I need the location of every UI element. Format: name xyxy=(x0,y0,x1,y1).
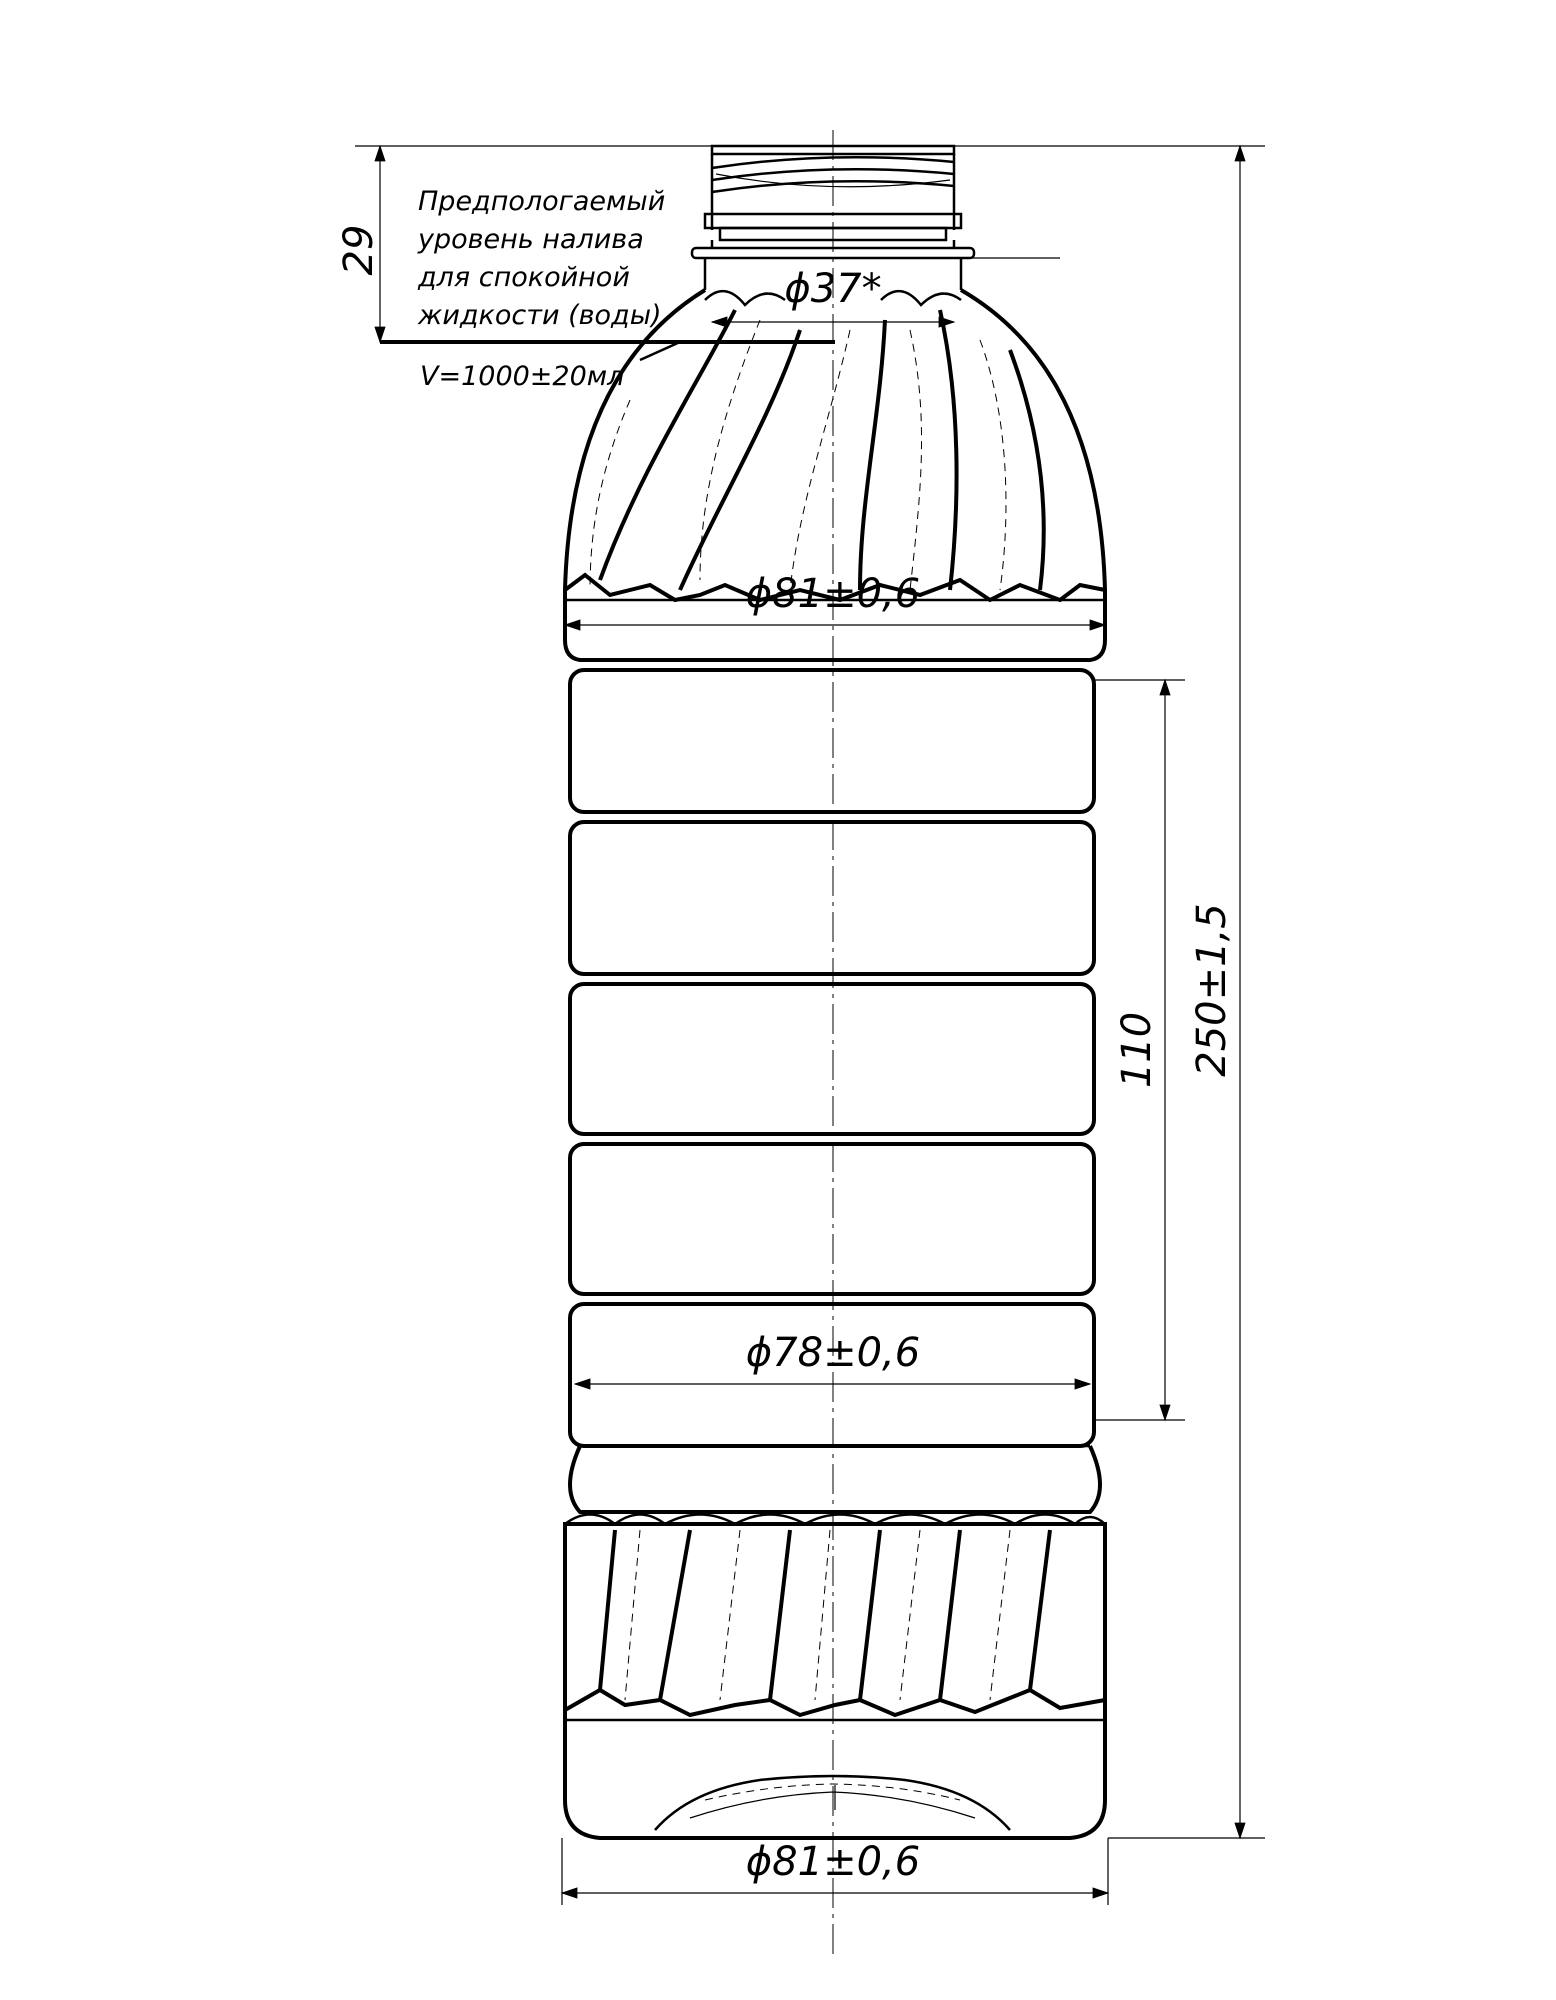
shoulder-diameter-label: ϕ81±0,6 xyxy=(745,571,921,617)
note-line-4: жидкости (воды) xyxy=(418,300,662,331)
volume-label: V=1000±20мл xyxy=(420,361,625,392)
bottle-shoulder xyxy=(565,290,1105,600)
note-line-1: Предпологаемый xyxy=(418,186,666,217)
bottle-base xyxy=(565,1515,1105,1839)
fill-level-height-label: 29 xyxy=(336,224,382,276)
note-line-2: уровень налива xyxy=(418,224,644,255)
fill-note xyxy=(417,186,665,331)
body-diameter-label: ϕ78±0,6 xyxy=(745,1330,921,1376)
note-line-3: для спокойной xyxy=(418,262,630,293)
base-diameter-label: ϕ81±0,6 xyxy=(745,1839,921,1885)
panel-height-label: 110 xyxy=(1114,1011,1160,1089)
total-height-label: 250±1,5 xyxy=(1189,903,1235,1077)
neck-diameter-label: ϕ37* xyxy=(784,266,882,312)
